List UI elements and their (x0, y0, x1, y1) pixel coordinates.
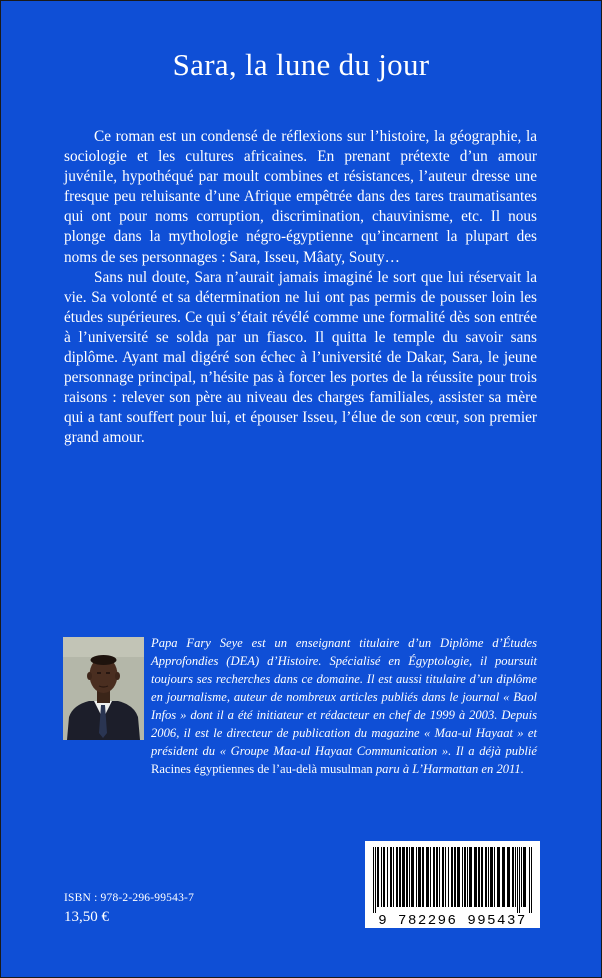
barcode-bar (502, 847, 505, 907)
synopsis-paragraph-2: Sans nul doute, Sara n’aurait jamais imaginé le sort que lui réservait la vie. Sa volonté et sa détermination ne lui ont pas permis de pousser loin les études supérieures. Ce qui s’était révélé comme une formalité dès son entrée à l’université se solda par un fiasco. Il quitta le temple du savoir sans diplôme. Ayant mal digéré son échec à l’université de Dakar, Sara, le jeune personnage principal, n’hésite pas à forcer les portes de la réussite pour trois raisons : relever son père au niveau des charges familiales, assister sa mère qui a tant souffert pour lui, et épouser Isseu, l’élue de son cœur, son premier grand amour. (64, 268, 537, 447)
barcode-bar (481, 847, 483, 907)
barcode-bar (467, 847, 468, 907)
barcode-bar (497, 847, 500, 907)
barcode-bar (464, 847, 466, 907)
barcode-bar (416, 847, 417, 907)
barcode-bar (488, 847, 489, 907)
author-bio-text: Papa Fary Seye est un enseignant titulaire d’un Diplôme d’Études Approfondies (DEA) d’Histoire. Spécialisé en Égyptologie, il poursuit toujours ses recherches dans ce domaine. Il est aussi titulaire d’un diplôme en journalisme, auteur de nombreux articles publiés dans le journal « Baol Infos » dont il a été initiateur et rédacteur en chef de 1999 à 2003. Depuis 2006, il est le directeur de publication du magazine « Maa-ul Hayaat » et président du « Groupe Maa-ul Hayaat Communication ». Il a déjà publié (151, 636, 537, 758)
barcode-bar (494, 847, 495, 907)
synopsis (64, 127, 537, 449)
barcode-bar (521, 847, 522, 907)
author-bio (151, 634, 537, 778)
barcode-bar (402, 847, 405, 907)
barcode-bar (396, 847, 398, 907)
price: 13,50 € (64, 909, 109, 925)
barcode-bar (406, 847, 408, 907)
barcode-bar (462, 847, 463, 907)
barcode-guard-bar (517, 847, 518, 913)
barcode-bar (445, 847, 446, 907)
barcode-bar (490, 847, 493, 907)
barcode-bar (442, 847, 444, 907)
barcode-bar (507, 847, 510, 907)
barcode-bar (430, 847, 431, 907)
barcode-guard-bar (375, 847, 376, 913)
barcode-bar (478, 847, 480, 907)
synopsis-paragraph-1: Ce roman est un condensé de réflexions sur l’histoire, la géographie, la sociologie et les cultures africaines. En prenant prétexte d’un amour juvénile, hypothéqué par moult combines et résistances, l’auteur dresse une fresque peu reluisante d’une Afrique empêtrée dans des tares traumatisantes qui ont pour noms corruption, discrimination, chauvinisme, etc. Il nous plonge dans la mythologie négro-égyptienne qu’incarnent la plupart des noms de ses personnages : Sara, Isseu, Mâaty, Souty… (64, 128, 537, 266)
barcode-guard-bar (373, 847, 374, 913)
barcode-bar (418, 847, 421, 907)
barcode (365, 841, 540, 928)
barcode-bar (448, 847, 449, 907)
author-photo (63, 637, 144, 740)
barcode-bar (436, 847, 438, 907)
barcode-bar (411, 847, 414, 907)
barcode-bar (474, 847, 477, 907)
book-title: Sara, la lune du jour (172, 47, 430, 82)
barcode-bar (383, 847, 385, 907)
barcode-bar (451, 847, 453, 907)
isbn: ISBN : 978-2-296-99543-7 (64, 892, 195, 904)
barcode-bar (409, 847, 410, 907)
barcode-bar (387, 847, 388, 907)
barcode-bar (512, 847, 514, 907)
barcode-graphic (365, 841, 540, 928)
barcode-bar (439, 847, 440, 907)
barcode-bar (469, 847, 472, 907)
barcode-bar (422, 847, 424, 907)
barcode-bar (426, 847, 429, 907)
barcode-digits: 9 782296 995437 (378, 913, 527, 928)
barcode-guard-bar (529, 847, 530, 913)
barcode-bar (393, 847, 394, 907)
author-bio-text-end: paru à L’Harmattan en 2011. (372, 762, 524, 776)
barcode-bar (399, 847, 401, 907)
barcode-bar (454, 847, 456, 907)
previous-book-title: Racines égyptiennes de l’au-delà musulman (151, 762, 373, 776)
author-portrait-image (63, 637, 144, 740)
barcode-bar (515, 847, 516, 907)
barcode-bar (457, 847, 460, 907)
barcode-bar (485, 847, 487, 907)
barcode-bar (381, 847, 382, 907)
barcode-bar (523, 847, 526, 907)
barcode-bar (390, 847, 392, 907)
barcode-guard-bar (531, 847, 532, 913)
barcode-bar (433, 847, 435, 907)
barcode-guard-bar (519, 847, 520, 913)
barcode-bar (377, 847, 379, 907)
